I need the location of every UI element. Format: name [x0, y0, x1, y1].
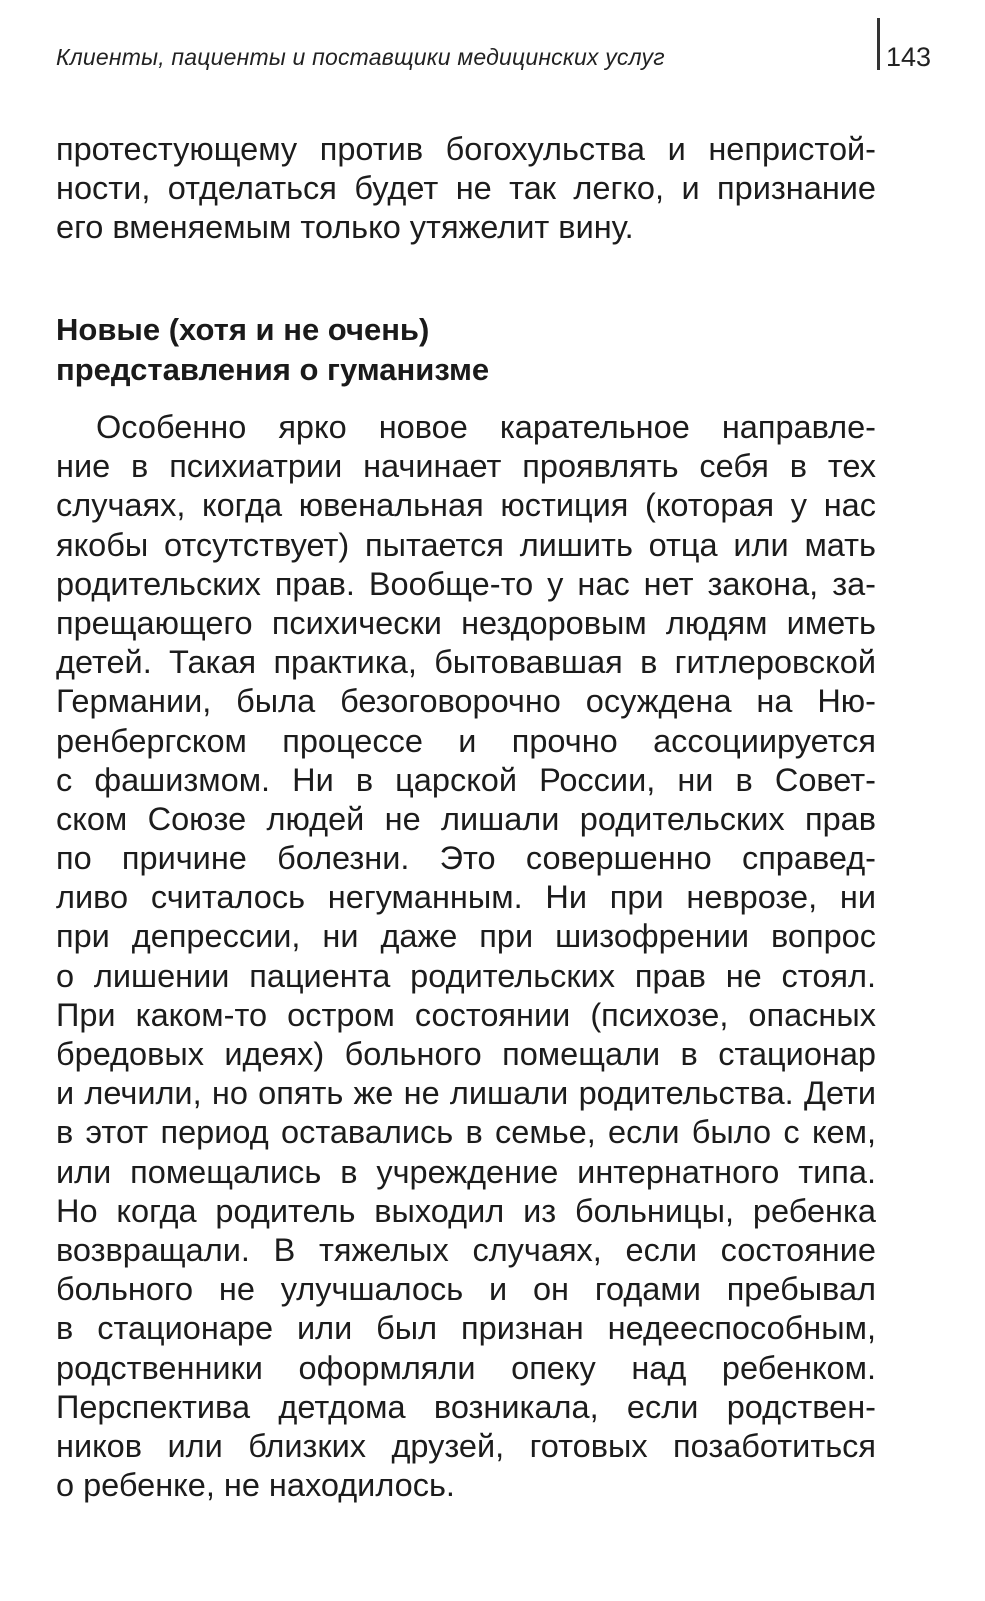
header-divider — [877, 18, 880, 70]
text-line: ренбергском процессе и прочно ассоциируется — [56, 722, 876, 759]
text-line: родственники оформляли опеку над ребенком. — [56, 1349, 876, 1386]
text-line: в стационаре или был признан недееспособным, — [56, 1310, 876, 1347]
section-heading-line: Новые (хотя и не очень) — [56, 312, 430, 347]
text-line: детей. Такая практика, бытовавшая в гитлеровской — [56, 644, 876, 681]
text-line: возвращали. В тяжелых случаях, если состояние — [56, 1231, 876, 1268]
text-line: Но когда родитель выходил из больницы, ребенка — [56, 1192, 876, 1229]
text-line: якобы отсутствует) пытается лишить отца или мать — [56, 526, 876, 563]
page-number: 143 — [886, 42, 932, 72]
text-line: Перспектива детдома возникала, если родствен- — [56, 1388, 876, 1425]
text-line: в этот период оставались в семье, если было с кем, — [56, 1114, 876, 1151]
text-line: его вменяемым только утяжелит вину. — [56, 209, 634, 246]
text-line: бредовых идеях) больного помещали в стационар — [56, 1036, 876, 1072]
text-line: ние в психиатрии начинает проявлять себя в тех — [56, 448, 876, 485]
text-line: при депрессии, ни даже при шизофрении вопрос — [56, 918, 876, 955]
text-line: и лечили, но опять же не лишали родительства. Дети — [56, 1075, 876, 1112]
section-heading — [56, 310, 856, 390]
text-line: о ребенке, не находилось. — [56, 1467, 455, 1504]
text-line: ников или близких друзей, готовых позаботиться — [56, 1427, 876, 1464]
text-line: протестующему против богохульства и непристой- — [56, 131, 876, 167]
text-line: о лишении пациента родительских прав не стоял. — [56, 957, 876, 994]
text-line: больного не улучшалось и он годами пребывал — [56, 1271, 876, 1308]
text-line: ливо считалось негуманным. Ни при неврозе, ни — [56, 879, 876, 916]
text-line: Германии, была безоговорочно осуждена на Ню- — [56, 683, 876, 720]
text-line: или помещались в учреждение интернатного типа. — [56, 1153, 876, 1190]
main-paragraph — [56, 408, 876, 1505]
text-line: ском Союзе людей не лишали родительских прав — [56, 800, 876, 837]
text-line: по причине болезни. Это совершенно справед- — [56, 840, 876, 877]
text-line: Особенно ярко новое карательное направле- — [96, 409, 876, 445]
running-header: Клиенты, пациенты и поставщики медицинских услуг — [56, 44, 665, 70]
text-line: с фашизмом. Ни в царской России, ни в Совет- — [56, 761, 876, 798]
text-line: ности, отделаться будет не так легко, и признание — [56, 170, 876, 207]
section-heading-line: представления о гуманизме — [56, 352, 490, 387]
text-line: прещающего психически нездоровым людям иметь — [56, 604, 876, 641]
intro-paragraph — [56, 130, 876, 248]
text-line: родительских прав. Вообще-то у нас нет закона, за- — [56, 565, 876, 602]
text-line: случаях, когда ювенальная юстиция (которая у нас — [56, 487, 876, 524]
text-line: При каком-то остром состоянии (психозе, опасных — [56, 996, 876, 1033]
